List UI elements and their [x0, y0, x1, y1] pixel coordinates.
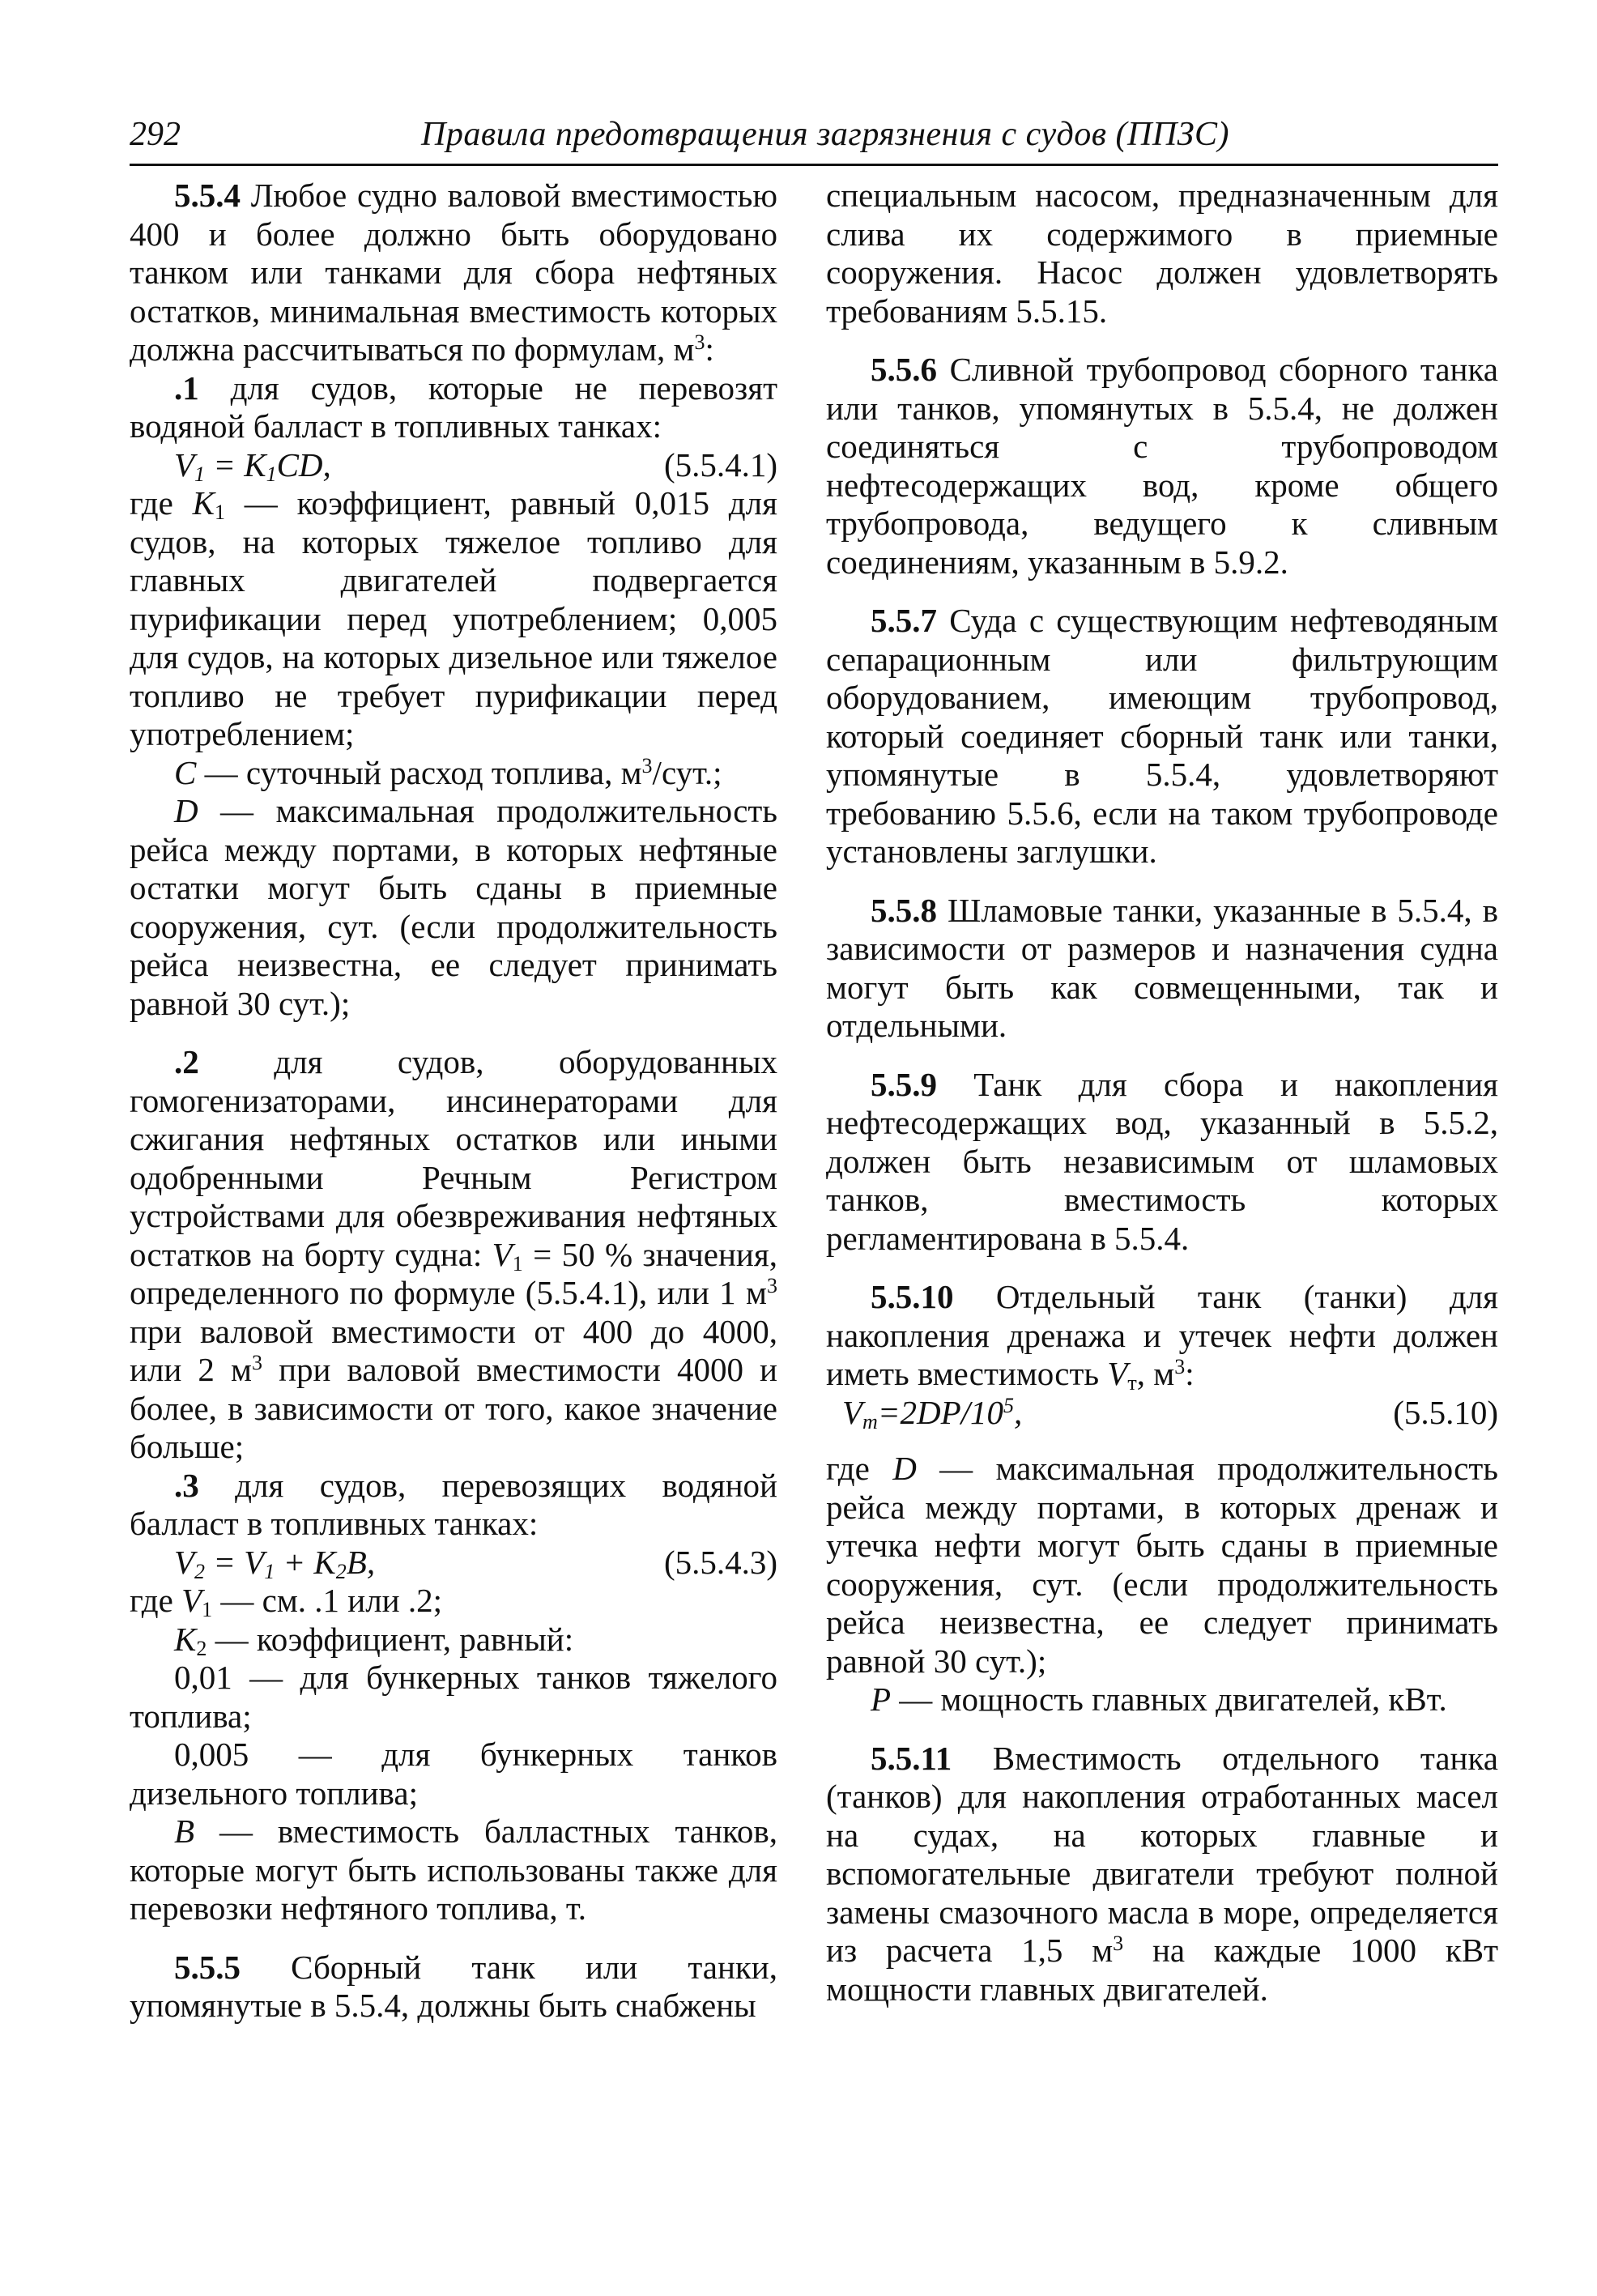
formula-5-5-4-1: $V_1 = K_1CD$, (5.5.4.1) — [174, 445, 777, 486]
formula-5-5-10: $V_т=2DP/10^5$, (5.5.10) — [842, 1393, 1498, 1433]
item-3: .3 для судов, перевозящих водяной балласт в топливных танках: — [130, 1466, 777, 1542]
right-column — [826, 177, 1498, 2008]
section-5-5-6: 5.5.6 Сливной трубопровод сборного танка или танков, упомянутых в 5.5.4, не должен соединяться с трубопроводом нефтесодержащих вод, кроме общего трубопровода, ведущего к сливным соединениям, указанным в 5.9.2. — [826, 351, 1498, 581]
item-1: .1 для судов, которые не перевозят водяной балласт в топливных танках: — [130, 368, 778, 445]
v1-reference: где $V_1$ — см. .1 или .2; — [130, 1582, 443, 1621]
formula-5-5-4-3: $V_2 = V_1 + K_2B$, (5.5.4.3) — [174, 1543, 777, 1583]
page-header — [130, 112, 1498, 166]
k2-value-diesel: 0,005 — для бункерных танков дизельного топлива; — [130, 1736, 777, 1812]
page-number: 292 — [130, 116, 181, 153]
b-definition: B — вместимость балластных танков, которые могут быть использованы также для перевозки нефтяного топлива, т. — [130, 1813, 778, 1927]
section-5-5-9: 5.5.9 Танк для сбора и накопления нефтесодержащих вод, указанный в 5.5.2, должен быть независимым от шламовых танков, вместимость которых регламентирована в 5.5.4. — [826, 1065, 1499, 1257]
p-definition: P — мощность главных двигателей, кВт. — [871, 1680, 1447, 1718]
d10-definition: где D — максимальная продолжительность рейса между портами, в которых дренаж и утечка нефти могут быть сданы в приемные сооружения, сут. (если продолжительность рейса неизвестна, ее следует принимать равной 30 сут.); — [826, 1450, 1498, 1680]
k2-value-heavy: 0,01 — для бункерных танков тяжелого топлива; — [130, 1659, 777, 1735]
section-5-5-5-continued: специальным насосом, предназначенным для слива их содержимого в приемные сооружения. Насос должен удовлетворять требованиям 5.5.15. — [826, 177, 1498, 330]
section-5-5-7: 5.5.7 Суда с существующим нефтеводяным сепарационным или фильтрующим оборудованием, имеющим трубопровод, который соединяет сборный танк или танки, упомянутые в 5.5.4, удовлетворяют требованию 5.5.6, если на таком трубопроводе установлены заглушки. — [826, 602, 1499, 870]
section-5-5-10: 5.5.10 Отдельный танк (танки) для накопления дренажа и утечек нефти должен иметь вместимость $V_т$, $м^3$: — [826, 1278, 1498, 1395]
item-2: .2 для судов, оборудованных гомогенизаторами, инсинераторами для сжигания нефтяных остатков или иными одобренными Речным Регистром устройствами для обезвреживания нефтяных остатков на борту судна: $V_1 = 50$ % значения, определенного по формуле (5.5.4.1), или 1 $м^3$ при валовой вместимости от 400 до 4000, или 2 $м^3$ при валовой вместимости 4000 и более, в зависимости от того, какое значение больше; — [130, 1043, 777, 1465]
left-column — [130, 177, 777, 2026]
section-5-5-4: 5.5.4 Любое судно валовой вместимостью 400 и более должно быть оборудовано танком или танками для сбора нефтяных остатков, минимальная вместимость которых должна рассчитываться по формулам, $м^3$: — [130, 177, 777, 368]
section-5-5-8: 5.5.8 Шламовые танки, указанные в 5.5.4, в зависимости от размеров и назначения судна могут быть как совмещенными, так и отдельными. — [826, 891, 1498, 1044]
k2-definition: $K_2$ — коэффициент, равный: — [174, 1620, 574, 1660]
section-5-5-5: 5.5.5 Сборный танк или танки, упомянутые в 5.5.4, должны быть снабжены — [130, 1948, 777, 2024]
k1-definition: где $K_1$ — коэффициент, равный 0,015 для судов, на которых тяжелое топливо для главных двигателей подвергается пурификации перед употреблением; 0,005 для судов, на которых дизельное или тяжелое топливо не требует пурификации перед употреблением; — [130, 484, 777, 752]
section-5-5-11: 5.5.11 Вместимость отдельного танка (танков) для накопления отработанных масел на судах, на которых главные и вспомогательные двигатели требуют полной замены смазочного масла в море, определяется из расчета 1,5 $м^3$ на каждые 1000 кВт мощности главных двигателей. — [826, 1739, 1498, 2008]
c-definition: C — суточный расход топлива, $м^3$/сут.; — [174, 753, 722, 791]
running-title: Правила предотвращения загрязнения с судов (ППЗС) — [421, 116, 1229, 153]
d-definition: D — максимальная продолжительность рейса между портами, в которых нефтяные остатки могут быть сданы в приемные сооружения, сут. (если продолжительность рейса неизвестна, ее следует принимать равной 30 сут.); — [130, 792, 778, 1022]
